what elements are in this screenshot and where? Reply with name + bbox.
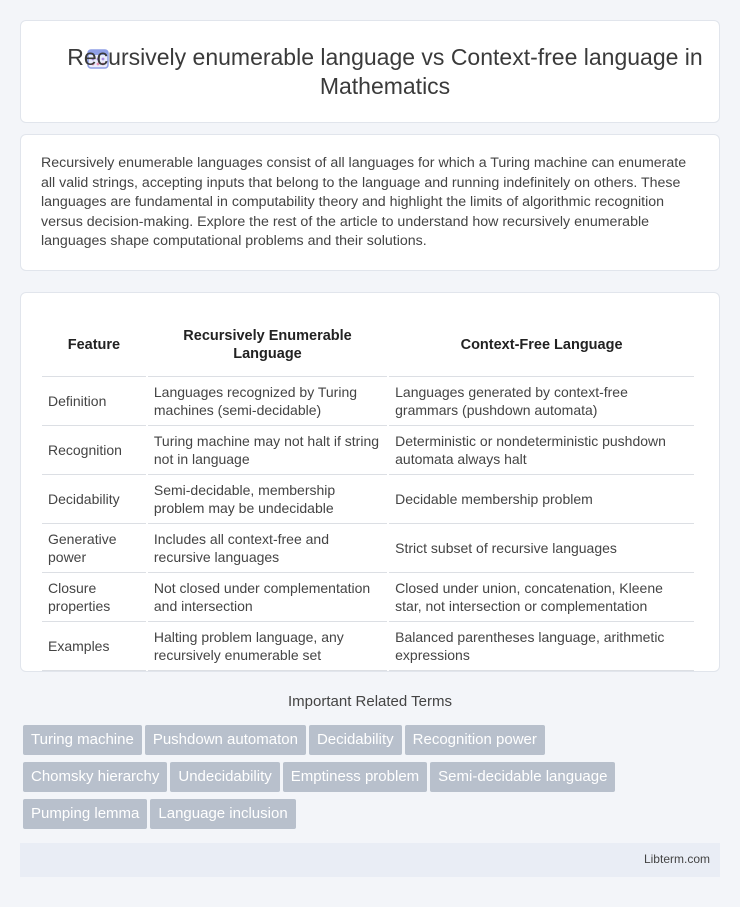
tag-decidability[interactable]: Decidability: [309, 725, 402, 755]
tag-chomsky-hierarchy[interactable]: Chomsky hierarchy: [23, 762, 167, 792]
tag-recognition-power[interactable]: Recognition power: [405, 725, 545, 755]
feature-cell: Decidability: [42, 475, 146, 524]
footer-site-link[interactable]: Libterm.com: [643, 852, 710, 866]
intro-paragraph: Recursively enumerable languages consist of all languages for which a Turing machine can enumerate all valid strings, accepting inputs that belong to the language and running indefinitely on others. These languages are fundamental in computability theory and highlight the limits of algorithmic recognition versus decision-making. Explore the rest of the article to understand how recursively enumerable languages shape computational problems and their solutions.: [41, 155, 687, 250]
table-row: [42, 622, 694, 671]
re-cell: Not closed under complementation and intersection: [148, 573, 387, 622]
tag-semi-decidable-language[interactable]: Semi-decidable language: [430, 762, 615, 792]
tag-turing-machine[interactable]: Turing machine: [23, 725, 142, 755]
table-row: [42, 524, 694, 573]
cf-cell: Languages generated by context-free grammars (pushdown automata): [389, 377, 694, 426]
tag-language-inclusion[interactable]: Language inclusion: [150, 799, 295, 829]
header-feature: Feature: [42, 314, 146, 377]
title-card: [20, 20, 720, 123]
comparison-table: [40, 314, 696, 671]
table-row: [42, 475, 694, 524]
footer: [20, 843, 720, 877]
tag-undecidability[interactable]: Undecidability: [170, 762, 279, 792]
tag-pushdown-automaton[interactable]: Pushdown automaton: [145, 725, 306, 755]
intro-card: [20, 134, 720, 271]
tag-emptiness-problem[interactable]: Emptiness problem: [283, 762, 427, 792]
related-terms-title: Important Related Terms: [288, 693, 452, 710]
re-cell: Turing machine may not halt if string not in language: [148, 426, 387, 475]
header-recursively-enumerable: Recursively Enumerable Language: [148, 314, 387, 377]
cf-cell: Strict subset of recursive languages: [389, 524, 694, 573]
header-context-free: Context-Free Language: [389, 314, 694, 377]
page-title: Recursively enumerable language vs Context-free language in Mathematics: [67, 44, 703, 99]
cf-cell: Decidable membership problem: [389, 475, 694, 524]
feature-cell: Examples: [42, 622, 146, 671]
cf-cell: Deterministic or nondeterministic pushdown automata always halt: [389, 426, 694, 475]
feature-cell: Recognition: [42, 426, 146, 475]
re-cell: Semi-decidable, membership problem may be undecidable: [148, 475, 387, 524]
cf-cell: Balanced parentheses language, arithmetic expressions: [389, 622, 694, 671]
cf-cell: Closed under union, concatenation, Kleene star, not intersection or complementation: [389, 573, 694, 622]
re-cell: Halting problem language, any recursively enumerable set: [148, 622, 387, 671]
feature-cell: Definition: [42, 377, 146, 426]
feature-cell: Closure properties: [42, 573, 146, 622]
table-row: [42, 573, 694, 622]
table-row: [42, 377, 694, 426]
re-cell: Languages recognized by Turing machines (semi-decidable): [148, 377, 387, 426]
related-terms-list: [23, 725, 703, 836]
feature-cell: Generative power: [42, 524, 146, 573]
table-header-row: [42, 314, 694, 377]
table-row: [42, 426, 694, 475]
re-cell: Includes all context-free and recursive languages: [148, 524, 387, 573]
tag-pumping-lemma[interactable]: Pumping lemma: [23, 799, 147, 829]
comparison-table-card: [20, 292, 720, 672]
